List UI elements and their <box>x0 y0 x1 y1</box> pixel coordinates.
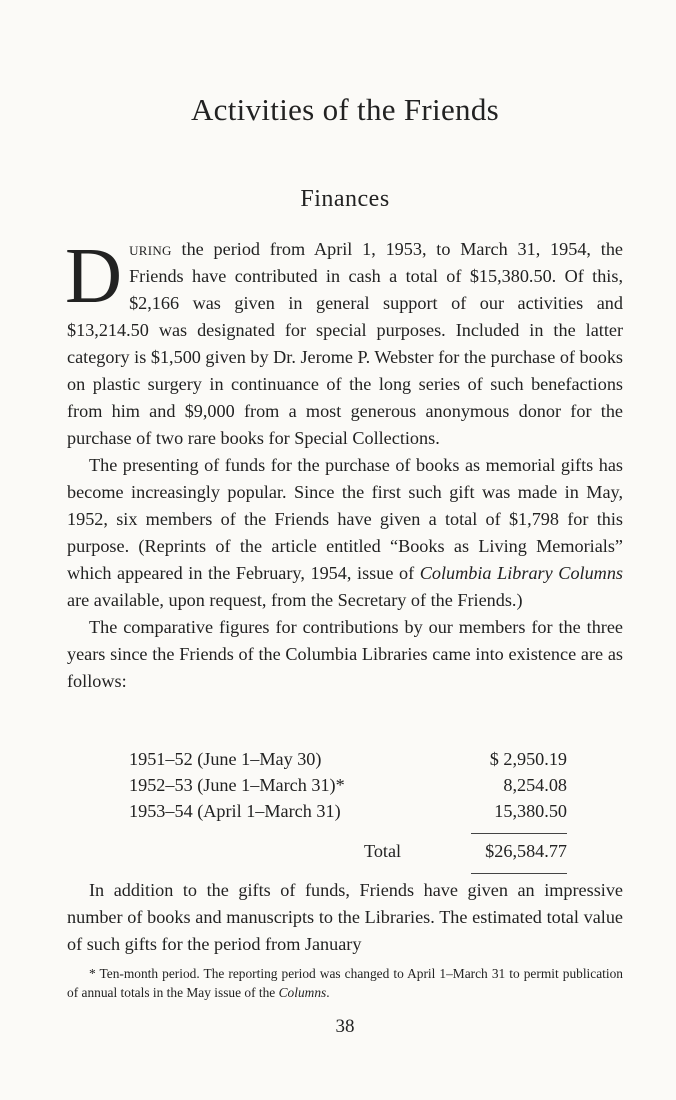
table-cell-amount: 8,254.08 <box>503 775 567 795</box>
table-cell-amount: 15,380.50 <box>494 801 567 821</box>
footnote-text: * Ten-month period. The reporting period was changed to April 1–March 31 to permit publication of annual totals in the May issue of the <box>67 966 623 1000</box>
table-cell-amount: $ 2,950.19 <box>489 749 567 769</box>
paragraph-finances-intro <box>65 233 623 452</box>
paragraph-text: the period from April 1, 1953, to March 31, 1954, the Friends have contributed in cash a total of $15,380.50. Of this, $2,166 was given in general support of our activities and $13,214.50 was designated for special purposes. Included in the latter category is $1,500 given by Dr. Jerome P. Webster for the purchase of books on plastic surgery in continuance of the long series of such benefactions from him and $9,000 from a most generous anonymous donor for the purchase of two rare books for Special Collections. <box>67 239 623 448</box>
total-amount: $26,584.77 <box>485 841 567 861</box>
footnote-text: . <box>326 985 330 1000</box>
table-row <box>67 775 623 802</box>
footnote-journal-title: Columns <box>278 985 327 1000</box>
total-label: Total <box>364 841 402 861</box>
footnote <box>67 964 623 1002</box>
table-row <box>67 801 623 828</box>
page-title: Activities of the Friends <box>191 92 499 127</box>
paragraph-memorial-gifts <box>67 452 623 614</box>
page-number: 38 <box>335 1016 355 1037</box>
total-rule <box>471 873 567 874</box>
drop-cap: D <box>65 233 123 320</box>
table-cell-period: 1951–52 (June 1–May 30) <box>129 749 322 769</box>
paragraph-text: are available, upon request, from the Secretary of the Friends.) <box>67 590 523 610</box>
sum-rule <box>471 833 567 834</box>
paragraph-text: The presenting of funds for the purchase of books as memorial gifts has become increasingly popular. Since the first such gift was made in May, 1952, six members of the Friends have given a total of $1,798 for this purpose. (Reprints of the article entitled “Books as Living Memorials” which appeared in the February, 1954, issue of <box>67 455 623 583</box>
table-cell-period: 1952–53 (June 1–March 31)* <box>129 775 345 795</box>
paragraph-gifts-of-books: In addition to the gifts of funds, Friends have given an impressive number of books and manuscripts to the Libraries. The estimated total value of such gifts for the period from January <box>67 880 623 954</box>
paragraph-comparative-figures: The comparative figures for contributions by our members for the three years since the Friends of the Columbia Libraries came into existence are as follows: <box>67 617 623 691</box>
body-text <box>65 233 623 695</box>
table-row <box>67 749 623 776</box>
section-title: Finances <box>300 186 390 212</box>
table-total-row <box>67 841 623 868</box>
journal-title: Columbia Library Columns <box>419 563 623 583</box>
lead-in-small-caps: uring <box>129 239 172 259</box>
table-cell-period: 1953–54 (April 1–March 31) <box>129 801 341 821</box>
